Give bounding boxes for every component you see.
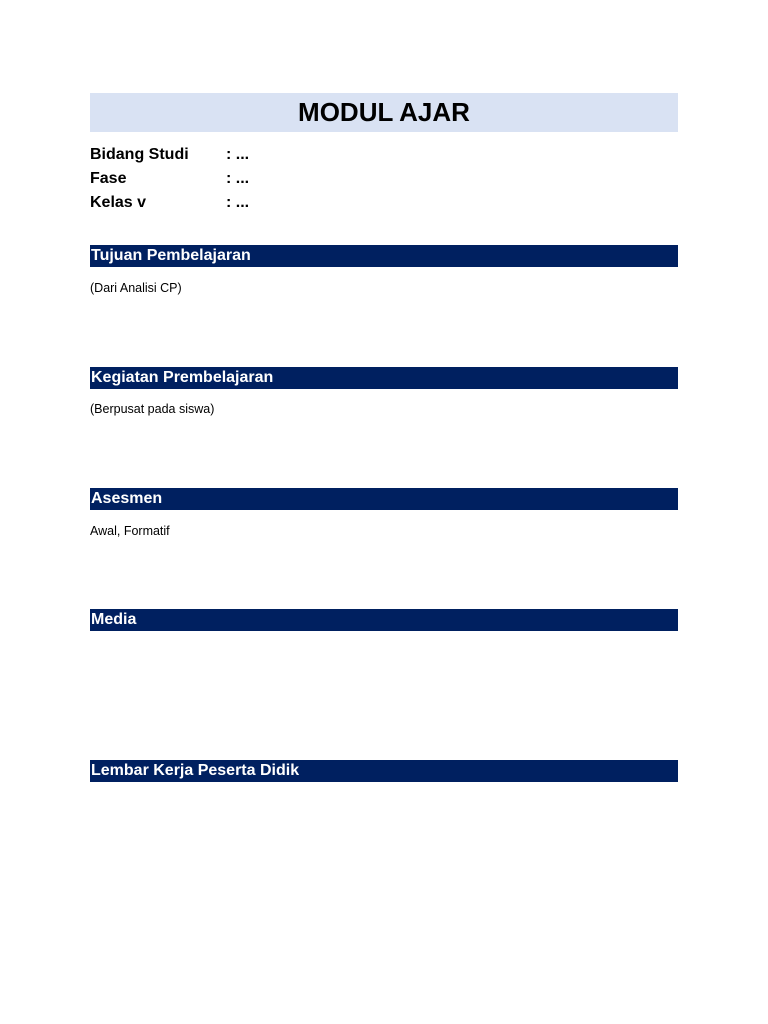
info-value: : ... (226, 194, 250, 211)
info-label: Bidang Studi (90, 146, 189, 163)
section-heading-asesmen: Asesmen (90, 488, 678, 510)
info-row-kelas (90, 192, 390, 214)
section-heading-lembar-kerja: Lembar Kerja Peserta Didik (90, 760, 678, 782)
section-note-asesmen: Awal, Formatif (90, 524, 170, 538)
info-value: : ... (226, 146, 250, 163)
section-heading-kegiatan-pembelajaran: Kegiatan Prembelajaran (90, 367, 678, 389)
info-row-bidang-studi (90, 144, 390, 166)
title-banner (90, 93, 678, 132)
section-note-tujuan-pembelajaran: (Dari Analisi CP) (90, 281, 182, 295)
info-value: : ... (226, 170, 250, 187)
info-label: Fase (90, 170, 127, 187)
info-row-fase (90, 168, 390, 190)
document-title: MODUL AJAR (298, 97, 470, 127)
section-heading-media: Media (90, 609, 678, 631)
info-label: Kelas v (90, 194, 147, 211)
section-heading-tujuan-pembelajaran: Tujuan Pembelajaran (90, 245, 678, 267)
section-note-kegiatan-pembelajaran: (Berpusat pada siswa) (90, 402, 215, 416)
